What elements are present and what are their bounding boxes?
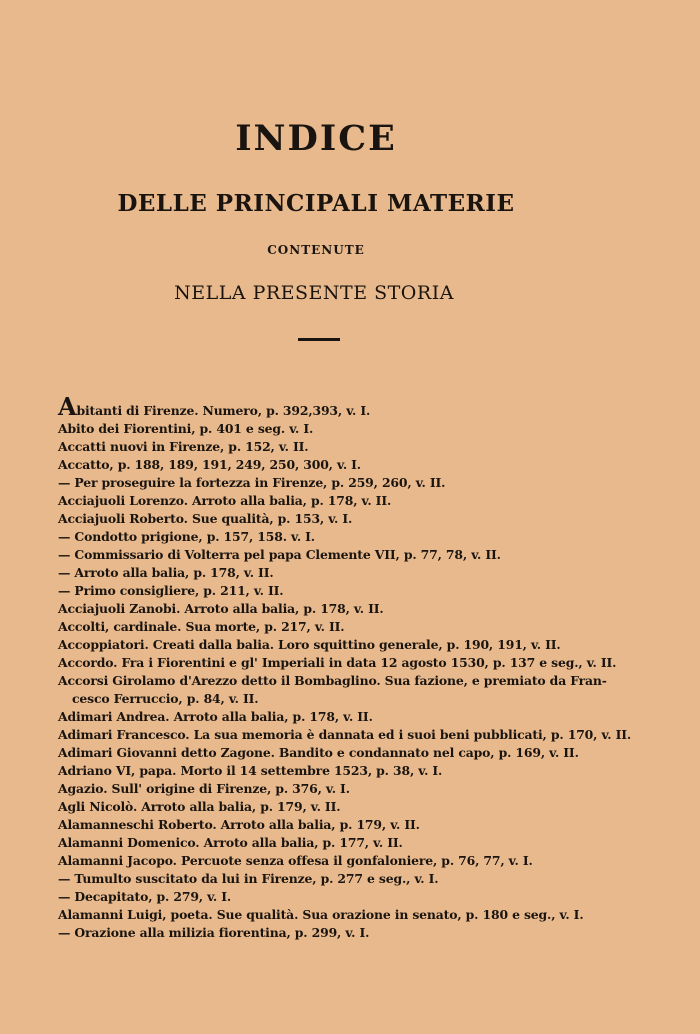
index-entry-text: Adimari Giovanni detto Zagone. Bandito e condannato nel capo, p. 169, v. II. xyxy=(58,745,579,760)
page-subtitle-small: CONTENUTE xyxy=(267,243,365,257)
index-entry-text: Alamanni Jacopo. Percuote senza offesa il gonfaloniere, p. 76, 77, v. I. xyxy=(58,853,533,868)
index-entry-text: — Arroto alla balia, p. 178, v. II. xyxy=(58,565,274,580)
index-entry xyxy=(58,456,688,474)
index-entry-text: Agli Nicolò. Arroto alla balia, p. 179, v. II. xyxy=(58,799,341,814)
index-entry-text: Accoppiatori. Creati dalla balia. Loro squittino generale, p. 190, 191, v. II. xyxy=(58,637,561,652)
index-entry-text: Acciajuoli Roberto. Sue qualità, p. 153, v. I. xyxy=(58,511,353,526)
index-entry-text: Adimari Andrea. Arroto alla balia, p. 178, v. II. xyxy=(58,709,373,724)
index-entry xyxy=(58,438,688,456)
index-entry xyxy=(58,672,688,690)
index-entry-text: Alamanni Domenico. Arroto alla balia, p. 177, v. II. xyxy=(58,835,403,850)
index-entry xyxy=(58,780,688,798)
title-rule xyxy=(298,338,340,341)
index-entry xyxy=(58,870,688,888)
index-entries-list xyxy=(58,392,688,942)
index-entry-text: Accatto, p. 188, 189, 191, 249, 250, 300, v. I. xyxy=(58,457,361,472)
index-entry xyxy=(58,744,688,762)
index-entry xyxy=(58,834,688,852)
index-entry xyxy=(58,582,688,600)
index-entry-text: Adimari Francesco. La sua memoria è dannata ed i suoi beni pubblicati, p. 170, v. II. xyxy=(58,727,632,742)
index-entry-initial: A xyxy=(58,392,77,421)
index-entry xyxy=(58,564,688,582)
index-entry xyxy=(58,600,688,618)
index-entry xyxy=(58,474,688,492)
index-entry xyxy=(58,708,688,726)
index-entry xyxy=(58,528,688,546)
index-entry-text: — Commissario di Volterra pel papa Clemente VII, p. 77, 78, v. II. xyxy=(58,547,501,562)
index-entry-text: Accorsi Girolamo d'Arezzo detto il Bombaglino. Sua fazione, e premiato da Fran- xyxy=(58,673,607,688)
index-entry xyxy=(58,510,688,528)
index-entry-text: Adriano VI, papa. Morto il 14 settembre 1523, p. 38, v. I. xyxy=(58,763,443,778)
index-entry-text: — Decapitato, p. 279, v. I. xyxy=(58,889,232,904)
index-entry-text: Abito dei Fiorentini, p. 401 e seg. v. I. xyxy=(58,421,314,436)
index-entry-text: Acciajuoli Lorenzo. Arroto alla balia, p. 178, v. II. xyxy=(58,493,392,508)
index-entry-text: bitanti di Firenze. Numero, p. 392,393, v. I. xyxy=(76,403,371,418)
index-entry-text: cesco Ferruccio, p. 84, v. II. xyxy=(72,691,259,706)
index-entry xyxy=(58,420,688,438)
index-entry xyxy=(58,654,688,672)
index-entry-text: Accordo. Fra i Fiorentini e gl' Imperiali in data 12 agosto 1530, p. 137 e seg., v. II. xyxy=(58,655,617,670)
page-subtitle: DELLE PRINCIPALI MATERIE xyxy=(117,190,515,217)
index-entry xyxy=(58,816,688,834)
index-entry xyxy=(58,888,688,906)
index-entry-text: — Primo consigliere, p. 211, v. II. xyxy=(58,583,284,598)
index-entry-text: Agazio. Sull' origine di Firenze, p. 376, v. I. xyxy=(58,781,350,796)
index-entry-text: Alamanni Luigi, poeta. Sue qualità. Sua orazione in senato, p. 180 e seg., v. I. xyxy=(58,907,584,922)
index-entry xyxy=(58,618,688,636)
index-entry xyxy=(58,392,688,421)
page-subtitle-story: NELLA PRESENTE STORIA xyxy=(174,282,454,304)
index-entry xyxy=(58,492,688,510)
index-entry-text: Accatti nuovi in Firenze, p. 152, v. II. xyxy=(58,439,309,454)
index-entry-text: Alamanneschi Roberto. Arroto alla balia, p. 179, v. II. xyxy=(58,817,420,832)
index-entry xyxy=(58,690,688,708)
index-entry-text: Accolti, cardinale. Sua morte, p. 217, v. II. xyxy=(58,619,345,634)
index-entry xyxy=(58,726,688,744)
index-entry-text: — Tumulto suscitato da lui in Firenze, p. 277 e seg., v. I. xyxy=(58,871,439,886)
index-entry xyxy=(58,636,688,654)
index-entry xyxy=(58,906,688,924)
index-entry xyxy=(58,546,688,564)
index-entry xyxy=(58,924,688,942)
index-entry-text: Acciajuoli Zanobi. Arroto alla balia, p. 178, v. II. xyxy=(58,601,384,616)
page-title: INDICE xyxy=(235,118,397,159)
index-entry xyxy=(58,762,688,780)
index-entry xyxy=(58,852,688,870)
index-entry-text: — Condotto prigione, p. 157, 158. v. I. xyxy=(58,529,315,544)
index-entry-text: — Orazione alla milizia fiorentina, p. 299, v. I. xyxy=(58,925,370,940)
index-entry xyxy=(58,798,688,816)
index-entry-text: — Per proseguire la fortezza in Firenze, p. 259, 260, v. II. xyxy=(58,475,446,490)
